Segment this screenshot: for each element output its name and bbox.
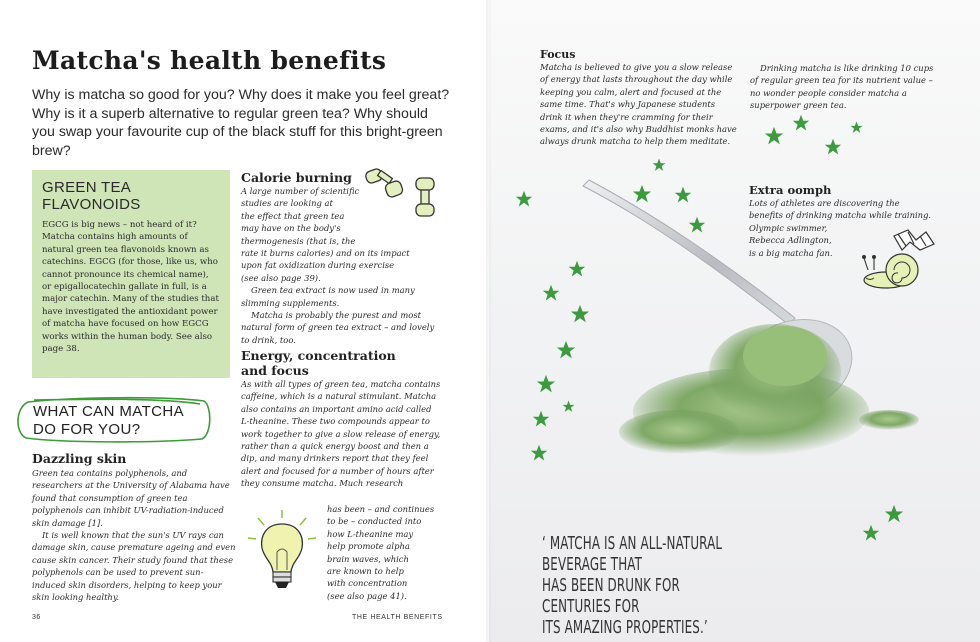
star-icon [884, 504, 904, 524]
energy-tail-line: has been – and continues [327, 504, 435, 514]
what-can-line2: DO FOR YOU? [33, 420, 141, 438]
star-icon [570, 304, 590, 324]
flavonoids-title-line2: FLAVONOIDS [42, 196, 141, 213]
dazzling-para-2: It is well known that the sun's UV rays can damage skin, cause premature ageing and even cause skin cancer. Their study found that these polyphenols can be used to prevent sun-induced skin disorders, helping to keep your skin looking healthy. [32, 530, 236, 603]
calorie-line: rate it burns calories) and on its impact [241, 248, 410, 259]
pull-quote [542, 534, 732, 639]
star-icon [850, 121, 863, 134]
star-icon [688, 216, 706, 234]
star-icon [632, 184, 652, 204]
energy-tail-line: how L-theanine may [327, 528, 414, 539]
quote-line1: ‘ MATCHA IS AN ALL-NATURAL BEVERAGE THAT [542, 534, 723, 575]
star-icon [862, 524, 880, 542]
calorie-para-3: Matcha is probably the purest and most natural form of green tea extract – and lovely to drink, too. [241, 310, 435, 345]
star-icon [764, 126, 784, 146]
dazzling-skin-section [32, 451, 237, 603]
energy-heading-line2: and focus [241, 363, 309, 378]
energy-tail-line: help promote alpha [327, 541, 410, 552]
star-icon [542, 284, 560, 302]
extra-heading: Extra oomph [749, 183, 832, 197]
running-head: THE HEALTH BENEFITS [352, 614, 443, 621]
energy-tail-line: brain waves, which [327, 553, 409, 564]
quote-line3: ITS AMAZING PROPERTIES.’ [542, 618, 708, 638]
star-icon [536, 374, 556, 394]
intro-paragraph: Why is matcha so good for you? Why does it make you feel great? Why is it a superb alternative to regular green tea? Why should you swap your favourite cup of the black stuff for this bright-green brew? [32, 87, 450, 159]
drinking-matcha-section [750, 62, 940, 112]
calorie-line: studies are looking at [241, 198, 333, 209]
what-can-matcha-heading [33, 403, 184, 438]
energy-tail-line: with concentration [327, 578, 408, 589]
energy-tail-text [327, 503, 447, 602]
calorie-line: A large number of scientific [241, 186, 360, 196]
dumbbells-icon [364, 164, 446, 226]
star-icon [556, 340, 576, 360]
energy-heading [241, 348, 441, 378]
energy-body: As with all types of green tea, matcha contains caffeine, which is a natural stimulant. Matcha also contains an important amino acid called L-theanine. These two compounds appear to work together to give a slow release of energy, rather than a quick energy boost and then a dip, and many drinkers report that they feel alert and focused for a number of hours after they consume matcha. Much research [241, 379, 441, 489]
calorie-heading: Calorie burning [241, 170, 352, 185]
energy-tail-line: to be – conducted into [327, 516, 422, 527]
energy-tail-line: (see also page 41). [327, 590, 407, 601]
flavonoids-title-line1: GREEN TEA [42, 179, 132, 196]
star-icon [515, 190, 533, 208]
calorie-line: (see also page 39). [241, 272, 321, 283]
star-icon [792, 114, 810, 132]
star-icon [530, 444, 548, 462]
calorie-para-2: Green tea extract is now used in many slimming supplements. [241, 285, 415, 308]
extra-line: Lots of athletes are discovering the [749, 198, 900, 208]
page-number: 36 [32, 614, 41, 621]
star-icon [674, 186, 692, 204]
energy-tail-line: are known to help [327, 566, 404, 577]
flavonoids-title [42, 179, 220, 213]
star-icon [532, 410, 550, 428]
star-icon [824, 138, 842, 156]
extra-line: Olympic swimmer, [749, 222, 828, 233]
calorie-line: upon fat oxidization during exercise [241, 260, 395, 271]
dazzling-heading: Dazzling skin [32, 451, 127, 466]
energy-heading-line1: Energy, concentration [241, 348, 396, 363]
snail-icon [858, 228, 948, 292]
page-title: Matcha's health benefits [32, 46, 387, 75]
star-icon [562, 400, 575, 413]
calorie-line: thermogenesis (that is, the [241, 235, 356, 246]
what-can-line1: WHAT CAN MATCHA [33, 403, 184, 420]
calorie-line: the effect that green tea [241, 210, 345, 221]
extra-line: Rebecca Adlington, [749, 235, 832, 246]
energy-tail [327, 503, 447, 602]
drinking-body: Drinking matcha is like drinking 10 cups of regular green tea for its nutrient value – no wonder people consider matcha a superpower green tea. [750, 63, 934, 111]
dazzling-para-1: Green tea contains polyphenols, and researchers at the University of Alabama have found that consumption of green tea polyphenols can inhibit UV-radiation-induced skin damage [1]. [32, 468, 230, 528]
focus-body: Matcha is believed to give you a slow release of energy that lasts throughout the day while keeping you calm, alert and focused at the same time. That's why Japanese students drink it when they're cramming for their exams, and it's also why Buddhist monks have always drunk matcha to help them meditate. [540, 62, 737, 147]
focus-heading: Focus [540, 48, 576, 61]
quote-line2: HAS BEEN DRUNK FOR CENTURIES FOR [542, 576, 680, 617]
calorie-line: may have on the body's [241, 223, 341, 234]
star-icon [568, 260, 586, 278]
extra-line: is a big matcha fan. [749, 247, 833, 258]
flavonoids-body: EGCG is big news – not heard of it? Matcha contains high amounts of natural green tea flavonoids known as catechins. EGCG (for those, like us, who cannot pronounce its chemical name), or epigallocatechin gallate in full, is a major catechin. Many of the studies that have investigated the antioxidant power of matcha have focused on how EGCG works within the human body. See also page 38. [42, 220, 219, 355]
flavonoids-box [32, 170, 230, 378]
focus-section [540, 48, 740, 148]
star-icon [652, 158, 666, 172]
lightbulb-icon [244, 508, 320, 600]
energy-section [241, 348, 441, 490]
extra-line: benefits of drinking matcha while training. [749, 210, 932, 221]
what-can-matcha-badge [14, 396, 214, 444]
